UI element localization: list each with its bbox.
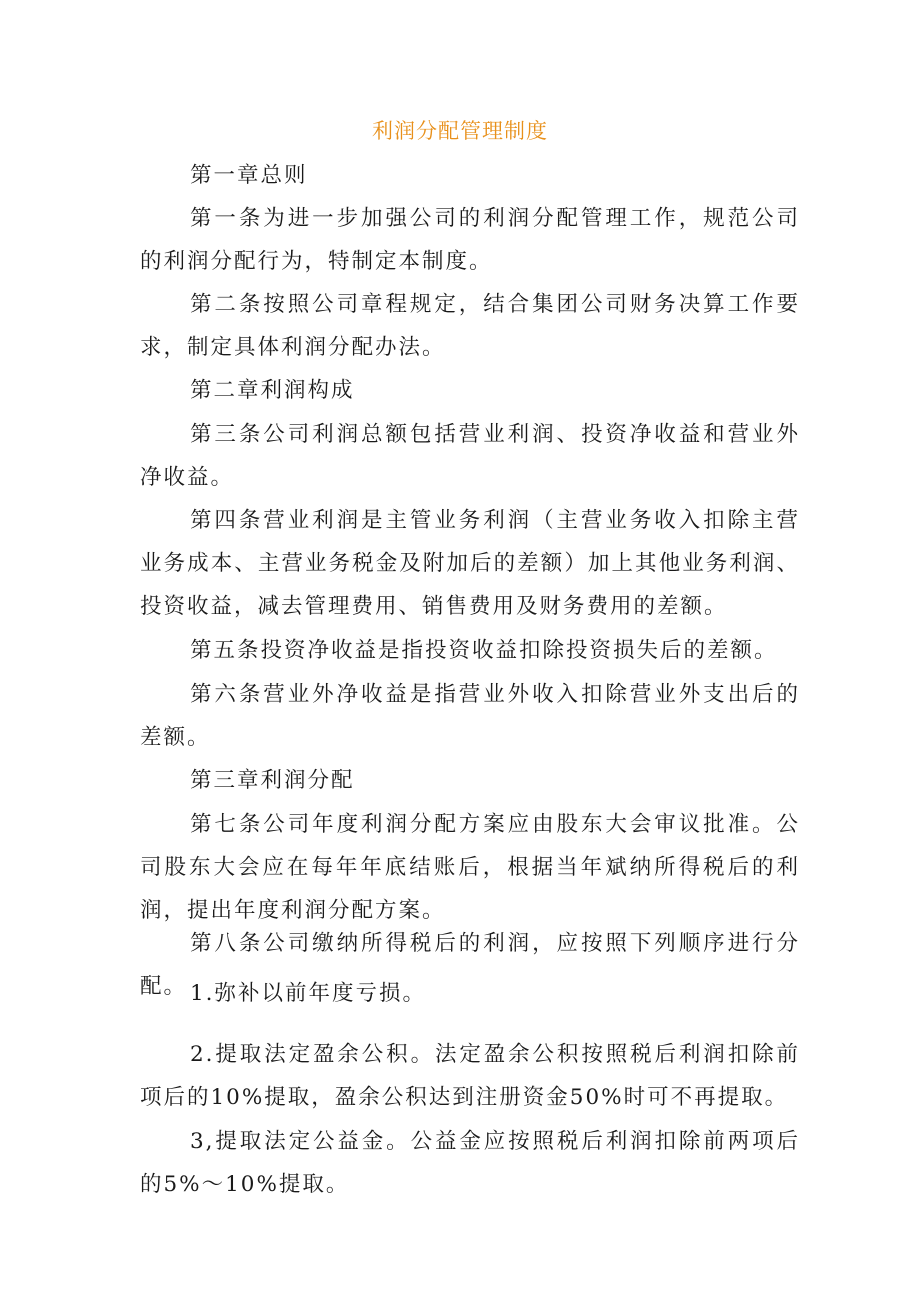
chapter-heading: 第三章利润分配	[190, 768, 355, 793]
list-item: 3,提取法定公益金。公益金应按照税后利润扣除前两项后的5%～10%提取。	[140, 1129, 800, 1197]
list-item: 2.提取法定盈余公积。法定盈余公积按照税后利润扣除前项后的10%提取，盈余公积达到注册资金50%时可不再提取。	[140, 1042, 800, 1110]
chapter-heading: 第一章总则	[190, 163, 308, 188]
article-paragraph: 第七条公司年度利润分配方案应由股东大会审议批准。公司股东大会应在每年年底结账后，根据当年斌纳所得税后的利润，提出年度利润分配方案。	[140, 812, 800, 923]
article-paragraph: 第八条公司缴纳所得税后的利润，应按照下列顺序进行分配。	[140, 931, 800, 999]
article-paragraph: 第六条营业外净收益是指营业外收入扣除营业外支出后的差额。	[140, 682, 800, 750]
article-paragraph: 第三条公司利润总额包括营业利润、投资净收益和营业外净收益。	[140, 422, 800, 490]
chapter-heading: 第二章利润构成	[190, 378, 355, 403]
list-item: 1.弥补以前年度亏损。	[190, 981, 427, 1006]
article-paragraph: 第一条为进一步加强公司的利润分配管理工作，规范公司的利润分配行为，特制定本制度。	[140, 206, 800, 274]
article-paragraph: 第二条按照公司章程规定，结合集团公司财务决算工作要求，制定具体利润分配办法。	[140, 292, 800, 360]
article-paragraph: 第四条营业利润是主管业务利润（主营业务收入扣除主营业务成本、主营业务税金及附加后的差额）加上其他业务利润、投资收益，减去管理费用、销售费用及财务费用的差额。	[140, 508, 800, 619]
document-title: 利润分配管理制度	[372, 119, 548, 143]
article-paragraph: 第五条投资净收益是指投资收益扣除投资损失后的差额。	[190, 638, 778, 663]
